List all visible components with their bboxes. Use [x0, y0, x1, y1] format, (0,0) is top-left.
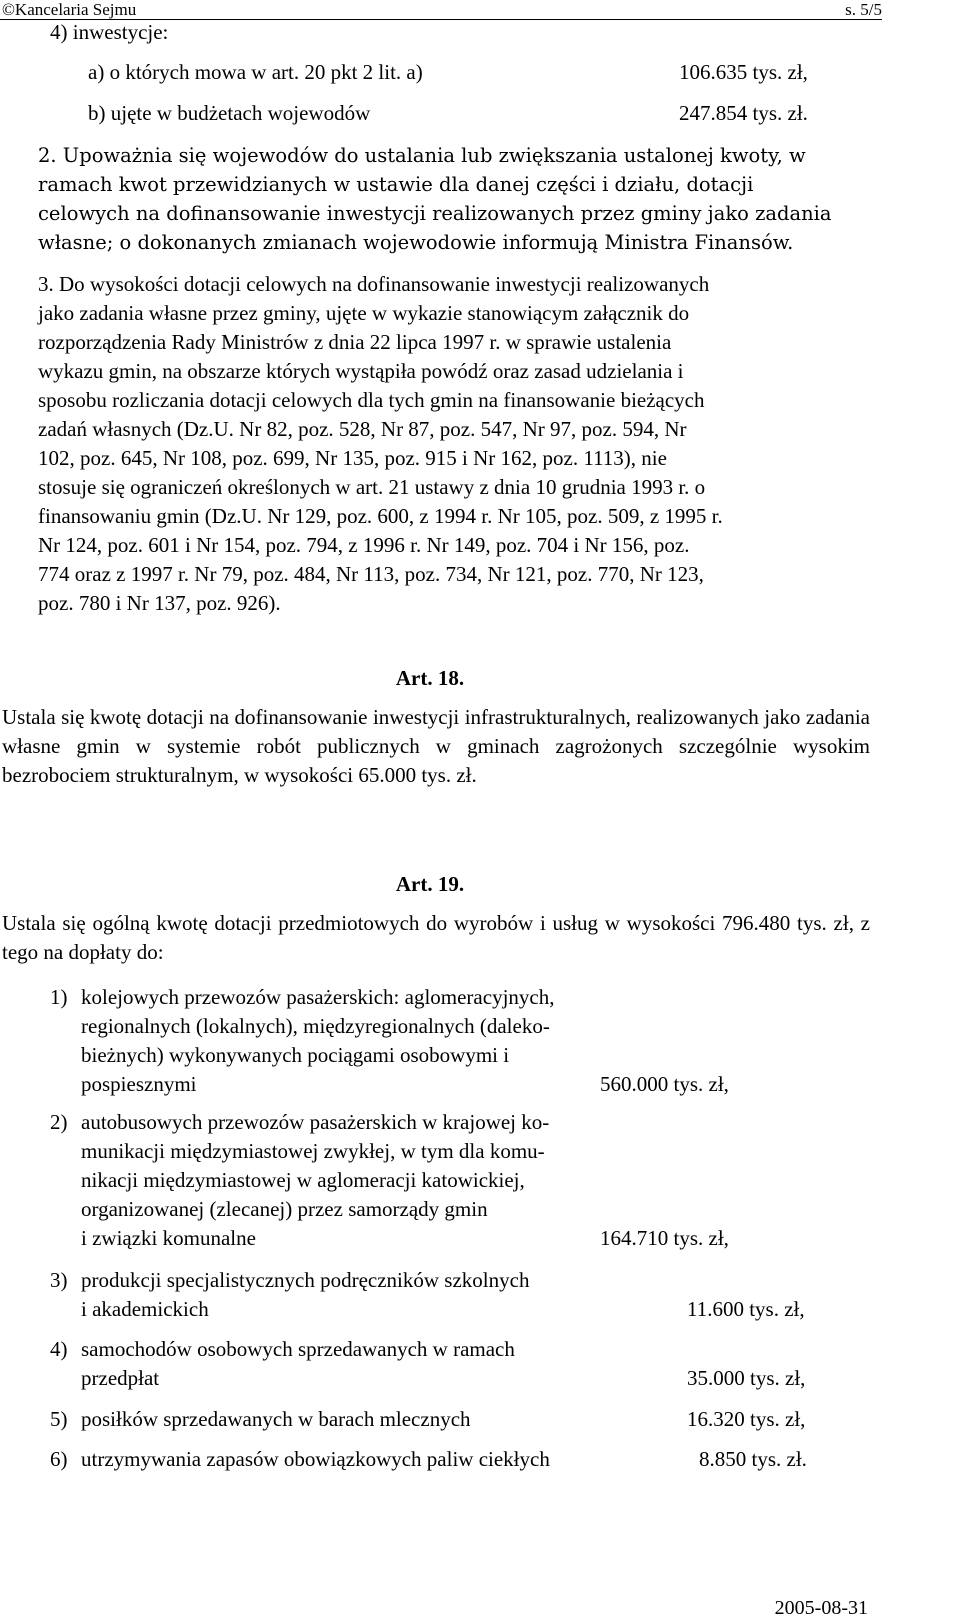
- investments-item-a: a) o których mowa w art. 20 pkt 2 lit. a): [88, 60, 423, 84]
- list-item-text: produkcji specjalistycznych podręczników szkolnych i akademickich: [81, 1268, 530, 1321]
- list-item-amount: 11.600 tys. zł,: [687, 1297, 805, 1321]
- list-item-amount: 560.000 tys. zł,: [600, 1072, 729, 1096]
- article-18-heading: Art. 18.: [395, 666, 465, 690]
- list-item-number: 1): [50, 985, 68, 1009]
- list-item-text: samochodów osobowych sprzedawanych w ramach przedpłat: [81, 1337, 515, 1390]
- list-item-number: 3): [50, 1268, 68, 1292]
- list-item-text: utrzymywania zapasów obowiązkowych paliw ciekłych: [81, 1447, 550, 1471]
- list-item-number: 5): [50, 1407, 68, 1431]
- list-item-text: autobusowych przewozów pasażerskich w krajowej ko- munikacji międzymiastowej zwykłej, w tym dla komu- nikacji międzymiastowej w aglomeracji katowickiej, organizowanej (zlecanej) przez samorządy gmin i związki komunalne: [81, 1110, 550, 1250]
- header-publisher: ©Kancelaria Sejmu: [2, 0, 137, 19]
- list-item-number: 4): [50, 1337, 68, 1361]
- paragraph-3: 3. Do wysokości dotacji celowych na dofinansowanie inwestycji realizowanych jako zadania własne przez gminy, ujęte w wykazie stanowiącym załącznik do rozporządzenia Rady Ministrów z dnia 22 lipca 1997 r. w sprawie ustalenia wykazu gmin, na obszarze których wystąpiła powódź oraz zasad udzielania i sposobu rozliczania dotacji celowych dla tych gmin na finansowanie bieżących zadań własnych (Dz.U. Nr 82, poz. 528, Nr 87, poz. 547, Nr 97, poz. 594, Nr 102, poz. 645, Nr 108, poz. 699, Nr 135, poz. 915 i Nr 162, poz. 1113), nie stosuje się ograniczeń określonych w art. 21 ustawy z dnia 10 grudnia 1993 r. o finansowaniu gmin (Dz.U. Nr 129, poz. 600, z 1994 r. Nr 105, poz. 509, z 1995 r. Nr 124, poz. 601 i Nr 154, poz. 794, z 1996 r. Nr 149, poz. 704 i Nr 156, poz. 774 oraz z 1997 r. Nr 79, poz. 484, Nr 113, poz. 734, Nr 121, poz. 770, Nr 123, poz. 780 i Nr 137, poz. 926).: [38, 272, 723, 615]
- header-page-number: s. 5/5: [845, 0, 882, 19]
- investments-amount-b: 247.854 tys. zł.: [679, 101, 808, 125]
- list-item-amount: 164.710 tys. zł,: [600, 1226, 729, 1250]
- article-18-text: Ustala się kwotę dotacji na dofinansowanie inwestycji infrastrukturalnych, realizowanych jako zadania własne gmin w systemie robót publicznych w gminach zagrożonych szczególnie wysokim bezrobociem strukturalnym, w wysokości 65.000 tys. zł.: [2, 705, 870, 787]
- article-19-text: Ustala się ogólną kwotę dotacji przedmiotowych do wyrobów i usług w wysokości 796.480 tys. zł, z tego na dopłaty do:: [2, 911, 870, 964]
- list-item-text: posiłków sprzedawanych w barach mlecznych: [81, 1407, 471, 1431]
- paragraph-2: 2. Upoważnia się wojewodów do ustalania lub zwiększania ustalonej kwoty, w ramach kwot przewidzianych w ustawie dla danej części i działu, dotacji celowych na dofinansowanie inwestycji realizowanych przez gminy jako zadania własne; o dokonanych zmianach wojewodowie informują Ministra Finansów.: [38, 144, 832, 254]
- list-item-amount: 35.000 tys. zł,: [687, 1366, 806, 1390]
- list-item-number: 6): [50, 1447, 68, 1471]
- list-item-amount: 16.320 tys. zł,: [687, 1407, 806, 1431]
- list-item-amount: 8.850 tys. zł.: [699, 1447, 807, 1471]
- investments-item-b: b) ujęte w budżetach wojewodów: [88, 101, 371, 125]
- list-item-number: 2): [50, 1110, 68, 1134]
- investments-label: 4) inwestycje:: [50, 20, 169, 44]
- article-19-heading: Art. 19.: [395, 872, 465, 896]
- footer-date: 2005-08-31: [774, 1597, 868, 1619]
- investments-amount-a: 106.635 tys. zł,: [679, 60, 808, 84]
- list-item-text: kolejowych przewozów pasażerskich: aglomeracyjnych, regionalnych (lokalnych), międzyregionalnych (daleko- bieżnych) wykonywanych pociągami osobowymi i pospiesznymi: [81, 985, 555, 1096]
